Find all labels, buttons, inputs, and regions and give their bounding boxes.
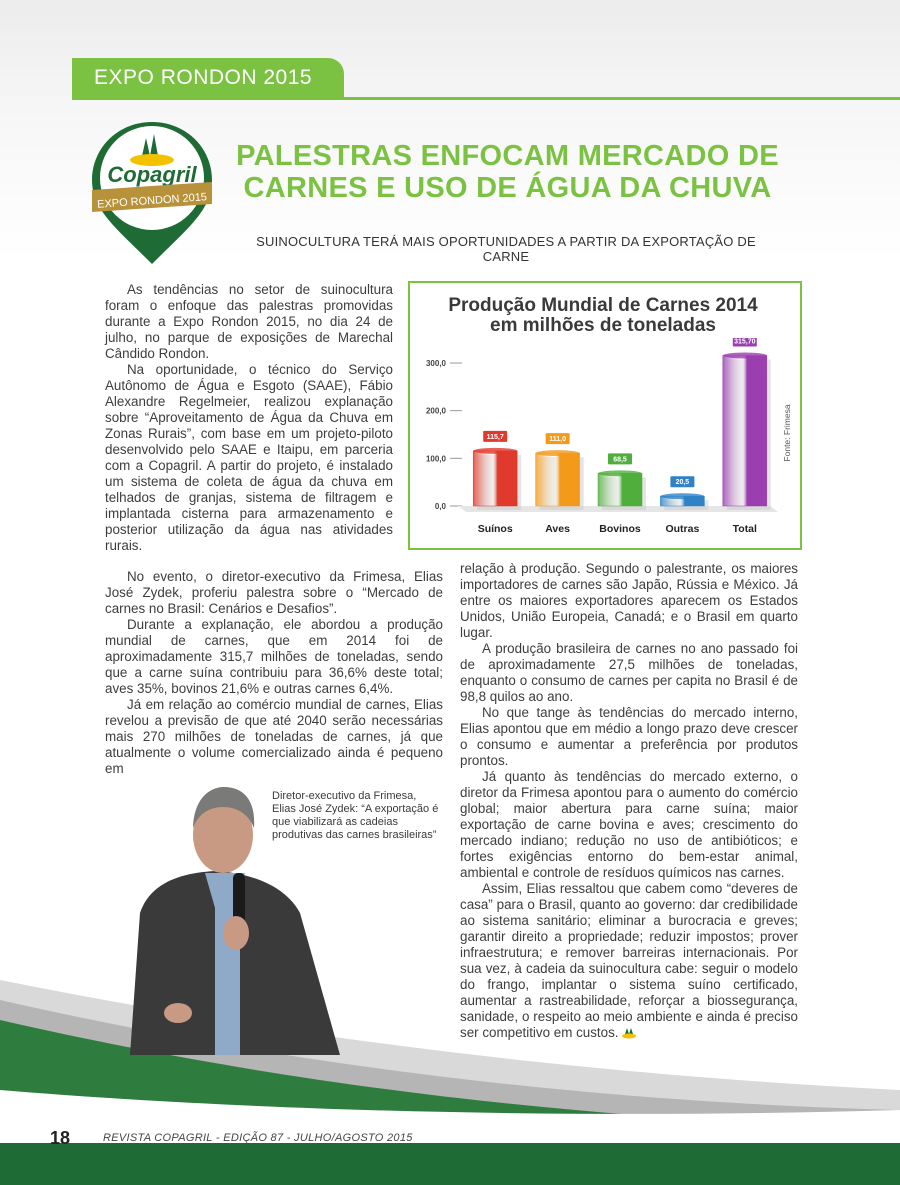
logo-ribbon-text: EXPO RONDON 2015 [96,191,208,211]
y-tick-label: 200,0 [425,406,446,416]
y-tick-label: 300,0 [425,359,446,368]
chart-title [410,296,796,336]
bar-top [660,493,704,499]
logo-brand-text: Copagril [107,162,197,187]
paragraph: A produção brasileira de carnes no ano passado foi de aproximadamente 27,5 milhões de toneladas, enquanto o consumo de carnes per capita no Brasil é de 98,8 quilos ao ano. [460,641,798,704]
bar-top [536,450,580,456]
y-tick-label: 0,0 [434,502,446,511]
section-tab-rule [72,97,900,100]
bar-top [723,353,767,359]
article-subheadline: SUINOCULTURA TERÁ MAIS OPORTUNIDADES A PARTIR DA EXPORTAÇÃO DE CARNE [256,234,756,264]
bar-top [598,470,642,476]
data-label: 115,7 [486,433,504,441]
paragraph: relação à produção. Segundo o palestrante, os maiores importadores de carnes são Japão, Rússia e México. Já entre os maiores exportadores aparecem os Estados Unidos, União Europeia, Canadá; e o Brasil em quarto lugar. [460,561,798,640]
bar [723,356,767,506]
y-tick-label: 100,0 [425,454,446,464]
x-tick-label: Outras [665,523,700,535]
bar [598,473,642,506]
photo-caption: Diretor-executivo da Frimesa, Elias José Zydek: “A exportação é que viabilizará as cadeias produtivas das carnes brasileiras” [272,790,439,841]
paragraph: As tendências no setor de suinocultura foram o enfoque das palestras promovidas durante a Expo Rondon 2015, no dia 24 de julho, no parque de exposições de Marechal Cândido Rondon. [105,282,393,361]
x-tick-label: Suínos [477,523,513,535]
paragraph: Já em relação ao comércio mundial de carnes, Elias revelou a previsão de que até 2040 serão necessárias mais 270 milhões de toneladas de carnes, já que atualmente o volume comercializado ainda é pequeno em [105,697,443,776]
article-headline: PALESTRAS ENFOCAM MERCADO DE CARNES E USO DE ÁGUA DA CHUVA [236,140,779,204]
page-number: 18 [50,1128,71,1148]
section-tab: EXPO RONDON 2015 [72,58,344,98]
article-column-left-top [105,282,393,554]
article-column-left-bottom [105,569,443,777]
bar [473,451,517,506]
x-tick-label: Total [732,523,757,535]
meat-production-bar-chart [410,338,796,543]
paragraph: Na oportunidade, o técnico do Serviço Autônomo de Água e Esgoto (SAAE), Fábio Alexandre Regelmeier, realizou explanação sobre “Aproveitamento de Água da Chuva em Zonas Rurais”, com base em um projeto-piloto desenvolvido pelo SAAE e Itaipu, em parceria com a Copagril. A partir do projeto, é instalado um sistema de coleta de água da chuva em telhados de granjas, sistema de filtragem e implantada cisterna para armazenamento e posterior utilização da água nas atividades rurais. [105,362,393,553]
x-tick-label: Bovinos [599,523,641,535]
publication-footer: REVISTA COPAGRIL - EDIÇÃO 87 - JULHO/AGOSTO 2015 [103,1132,413,1144]
data-label: 20,5 [675,479,690,487]
copagril-expo-logo [88,118,216,268]
bar [536,453,580,506]
paragraph-text: Assim, Elias ressaltou que cabem como “deveres de casa” para o Brasil, quanto ao governo: dar credibilidade ao sistema sanitário; eliminar a burocracia e greves; garantir direito a propriedade; reduzir impostos; prover infraestrutura; e remover barreiras internacionais. Por sua vez, à cadeia da suinocultura cabe: seguir o modelo do frango, implantar o sistema suíno certificado, aumentar a rastreabilidade, reforçar a biossegurança, sanidade, o respeito ao meio ambiente e ainda é preciso ser competitivo em custos. [460,881,798,1040]
data-label: 315,70 [734,338,756,346]
chart-source-label: Fonte: Frimesa [782,404,792,462]
bar-top [473,448,517,454]
data-label: 111,0 [549,436,566,444]
data-label: 68,5 [613,456,627,464]
x-tick-label: Aves [545,523,570,535]
paragraph: Durante a explanação, ele abordou a produção mundial de carnes, que em 2014 foi de aproximadamente 315,7 milhões de toneladas, sendo que a carne suína contribuiu para 36,6% deste total; aves 35%, bovinos 21,6% e outras carnes 6,4%. [105,617,443,696]
paragraph: No evento, o diretor-executivo da Frimesa, Elias José Zydek, proferiu palestra sobre o “Mercado de carnes no Brasil: Cenários e Desafios”. [105,569,443,616]
paragraph: No que tange às tendências do mercado interno, Elias apontou que em médio a longo prazo deve crescer o consumo e aumentar a preferência por produtos prontos. [460,705,798,768]
chart-subtitle-line: em milhões de toneladas [490,315,716,336]
paragraph: Já quanto às tendências do mercado externo, o diretor da Frimesa apontou para o aumento do comércio global; maior abertura para carne suína; maior exportação de carne bovina e aves; crescimento do mercado indiano; redução no uso de antibióticos; e fortes exigências entorno do bem-estar animal, ambiental e controle de resíduos químicos nas carnes. [460,769,798,880]
chart-title-line: Produção Mundial de Carnes 2014 [448,295,758,316]
